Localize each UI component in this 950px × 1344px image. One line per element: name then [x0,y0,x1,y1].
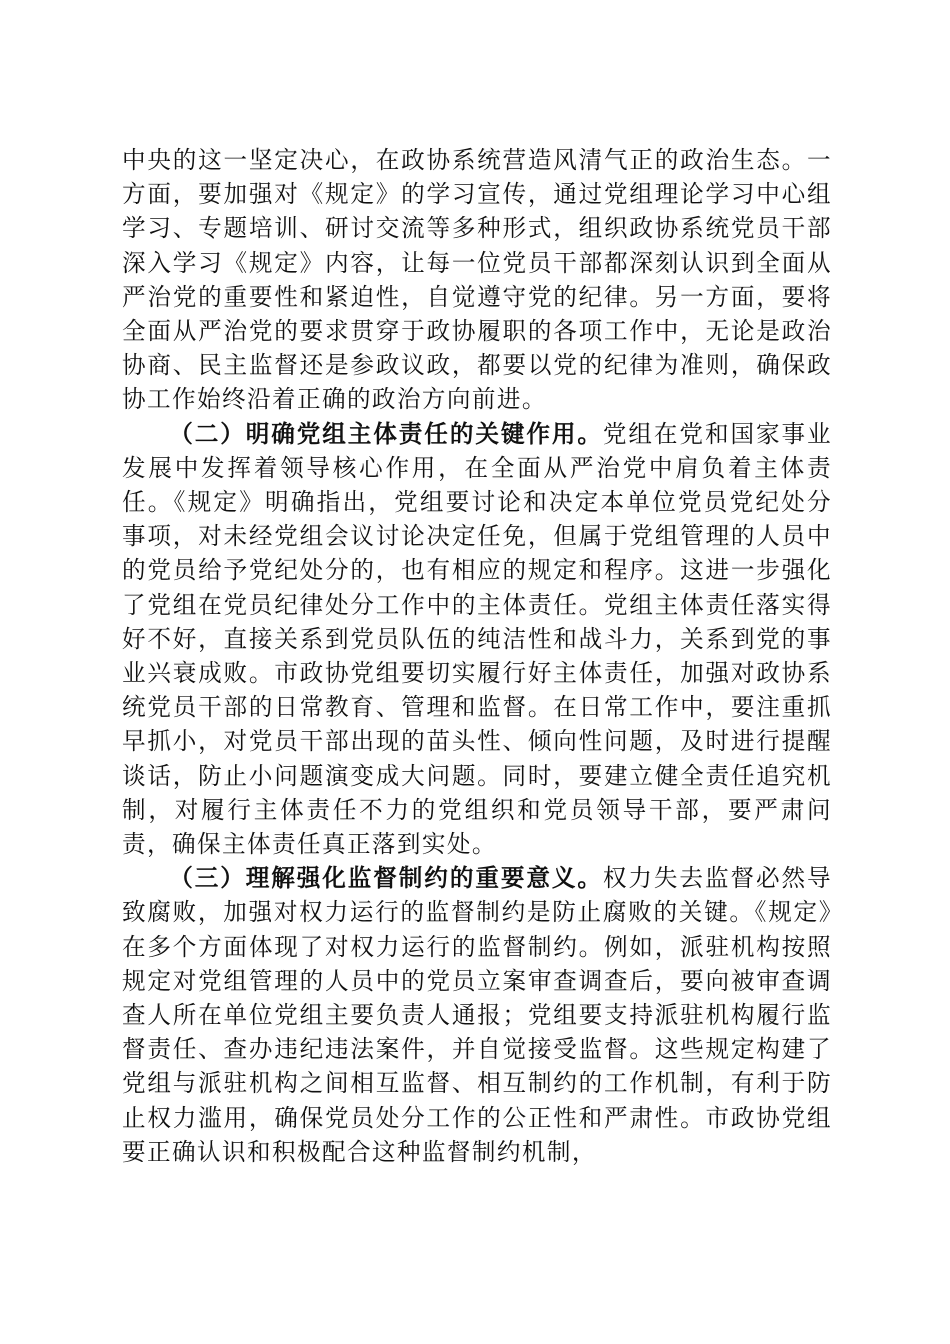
section-3-heading: （三）理解强化监督制约的重要意义。 [169,864,603,893]
document-page [122,143,832,1169]
section-2-text: 党组在党和国家事业发展中发挥着领导核心作用，在全面从严治党中肩负着主体责任。《规定》明确指出，党组要讨论和决定本单位党员党纪处分事项，对未经党组会议讨论决定任免，但属于党组管理的人员中的党员给予党纪处分的，也有相应的规定和程序。这进一步强化了党组在党员纪律处分工作中的主体责任。党组主体责任落实得好不好，直接关系到党员队伍的纯洁性和战斗力，关系到党的事业兴衰成败。市政协党组要切实履行好主体责任，加强对政协系统党员干部的日常教育、管理和监督。在日常工作中，要注重抓早抓小，对党员干部出现的苗头性、倾向性问题，及时进行提醒谈话，防止小问题演变成大问题。同时，要建立健全责任追究机制，对履行主体责任不力的党组织和党员领导干部，要严肃问责，确保主体责任真正落到实处。 [122,419,832,859]
paragraph-section-2 [122,417,832,862]
paragraph-intro-text: 中央的这一坚定决心，在政协系统营造风清气正的政治生态。一方面，要加强对《规定》的学习宣传，通过党组理论学习中心组学习、专题培训、研讨交流等多种形式，组织政协系统党员干部深入学习《规定》内容，让每一位党员干部都深刻认识到全面从严治党的重要性和紧迫性，自觉遵守党的纪律。另一方面，要将全面从严治党的要求贯穿于政协履职的各项工作中，无论是政治协商、民主监督还是参政议政，都要以党的纪律为准则，确保政协工作始终沿着正确的政治方向前进。 [122,146,832,414]
paragraph-intro [122,143,832,417]
section-2-heading: （二）明确党组主体责任的关键作用。 [169,419,603,448]
section-3-text: 权力失去监督必然导致腐败，加强对权力运行的监督制约是防止腐败的关键。《规定》在多个方面体现了对权力运行的监督制约。例如，派驻机构按照规定对党组管理的人员中的党员立案审查调查后，要向被审查调查人所在单位党组主要负责人通报；党组要支持派驻机构履行监督责任、查办违纪违法案件，并自觉接受监督。这些规定构建了党组与派驻机构之间相互监督、相互制约的工作机制，有利于防止权力滥用，确保党员处分工作的公正性和严肃性。市政协党组要正确认识和积极配合这种监督制约机制， [122,864,832,1166]
paragraph-section-3 [122,861,832,1169]
